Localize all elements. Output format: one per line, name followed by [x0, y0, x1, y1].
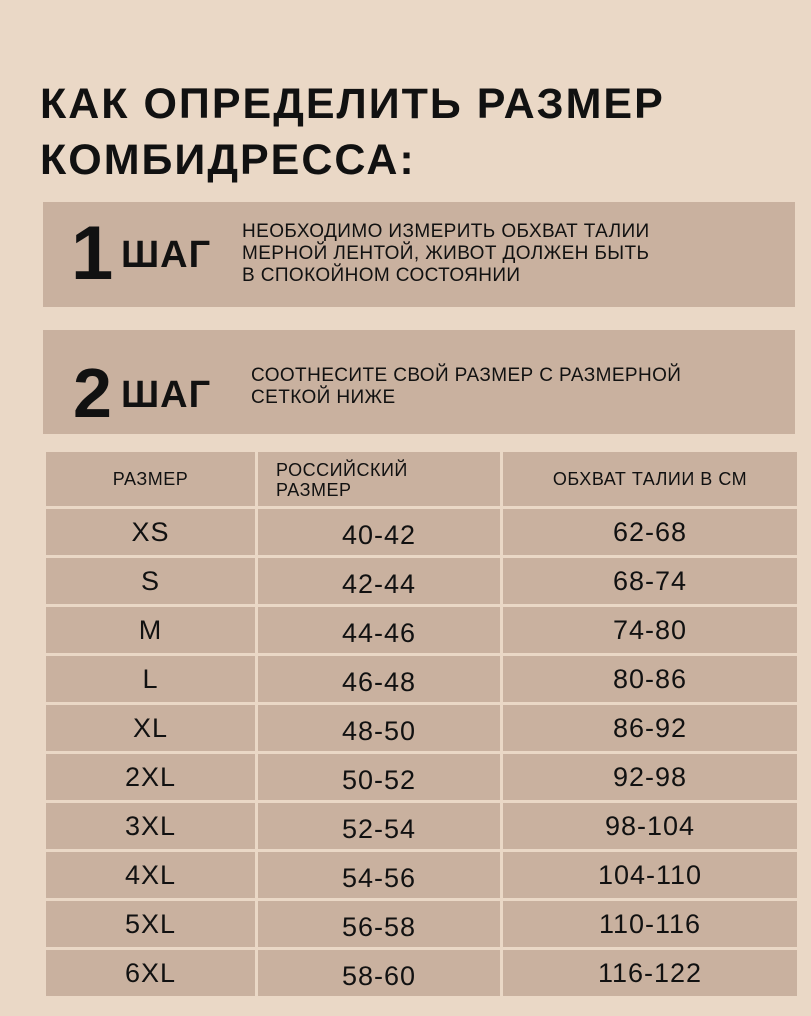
size-cell: 2XL — [45, 753, 257, 802]
table-row — [45, 949, 799, 998]
column-header-size: РАЗМЕР — [45, 451, 257, 508]
size-cell: M — [45, 606, 257, 655]
size-cell: 4XL — [45, 851, 257, 900]
step-2-description-line-2: СЕТКОЙ НИЖЕ — [251, 387, 396, 408]
step-2-description-line-1: СООТНЕСИТЕ СВОЙ РАЗМЕР С РАЗМЕРНОЙ — [251, 365, 682, 386]
russian-size-cell: 46-48 — [257, 655, 502, 704]
page-title-line-2: КОМБИДРЕССА: — [40, 136, 416, 184]
size-cell: XS — [45, 508, 257, 557]
header-row — [45, 451, 799, 508]
table-row — [45, 900, 799, 949]
waist-cell: 116-122 — [502, 949, 799, 998]
waist-cell: 98-104 — [502, 802, 799, 851]
step-2-number: 2 — [73, 354, 112, 432]
size-table-body — [45, 508, 799, 998]
waist-cell: 68-74 — [502, 557, 799, 606]
page-title-line-1: КАК ОПРЕДЕЛИТЬ РАЗМЕР — [40, 80, 665, 128]
size-cell: 5XL — [45, 900, 257, 949]
russian-size-cell: 48-50 — [257, 704, 502, 753]
size-table-header — [45, 451, 799, 508]
russian-size-cell: 44-46 — [257, 606, 502, 655]
table-row — [45, 655, 799, 704]
russian-size-cell: 42-44 — [257, 557, 502, 606]
waist-cell: 110-116 — [502, 900, 799, 949]
table-row — [45, 802, 799, 851]
table-row — [45, 753, 799, 802]
size-cell: L — [45, 655, 257, 704]
russian-size-cell: 52-54 — [257, 802, 502, 851]
column-header-russian-size — [257, 451, 502, 508]
russian-size-cell: 50-52 — [257, 753, 502, 802]
russian-size-cell: 40-42 — [257, 508, 502, 557]
step-1-description-line-1: НЕОБХОДИМО ИЗМЕРИТЬ ОБХВАТ ТАЛИИ — [242, 221, 650, 242]
page-title — [40, 76, 780, 188]
step-1-card — [43, 202, 795, 307]
column-header-russian-size-line-1: РОССИЙСКИЙ — [276, 460, 408, 480]
waist-cell: 62-68 — [502, 508, 799, 557]
step-1-description-line-3: В СПОКОЙНОМ СОСТОЯНИИ — [242, 265, 521, 286]
table-row — [45, 704, 799, 753]
size-cell: S — [45, 557, 257, 606]
russian-size-cell: 56-58 — [257, 900, 502, 949]
waist-cell: 104-110 — [502, 851, 799, 900]
size-cell: XL — [45, 704, 257, 753]
step-1-word: ШАГ — [121, 234, 212, 276]
step-2-card — [43, 330, 795, 434]
waist-cell: 92-98 — [502, 753, 799, 802]
waist-cell: 74-80 — [502, 606, 799, 655]
waist-cell: 80-86 — [502, 655, 799, 704]
table-row — [45, 851, 799, 900]
size-table — [43, 449, 800, 999]
table-row — [45, 606, 799, 655]
russian-size-cell: 58-60 — [257, 949, 502, 998]
size-cell: 3XL — [45, 802, 257, 851]
table-row — [45, 557, 799, 606]
step-2-description — [251, 365, 681, 409]
russian-size-cell: 54-56 — [257, 851, 502, 900]
table-row — [45, 508, 799, 557]
waist-cell: 86-92 — [502, 704, 799, 753]
column-header-waist: ОБХВАТ ТАЛИИ В СМ — [502, 451, 799, 508]
step-1-description — [242, 221, 650, 287]
step-2-word: ШАГ — [121, 374, 212, 416]
size-cell: 6XL — [45, 949, 257, 998]
step-1-number: 1 — [71, 211, 114, 296]
column-header-russian-size-line-2: РАЗМЕР — [276, 480, 352, 500]
step-1-description-line-2: МЕРНОЙ ЛЕНТОЙ, ЖИВОТ ДОЛЖЕН БЫТЬ — [242, 243, 650, 264]
